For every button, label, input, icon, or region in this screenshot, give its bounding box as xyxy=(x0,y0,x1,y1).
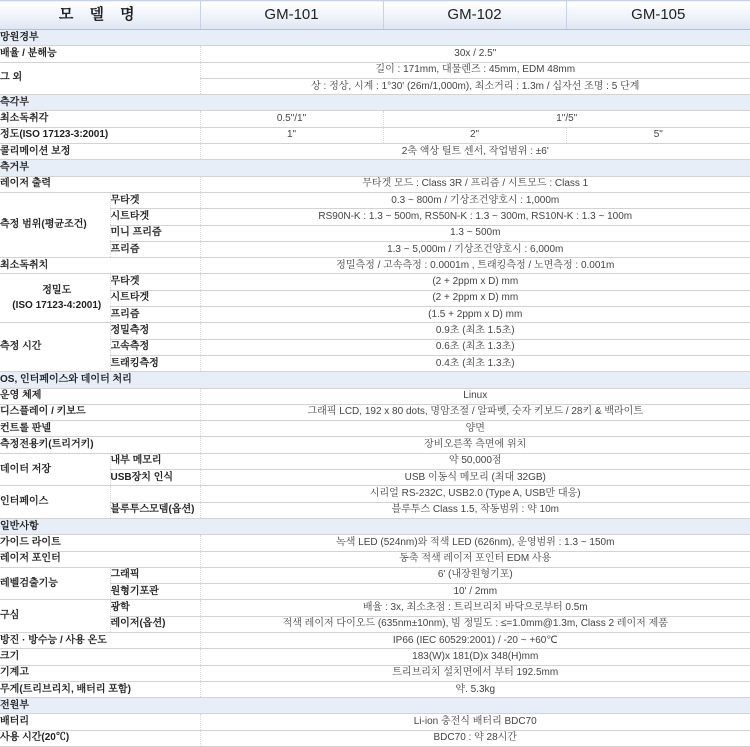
row-value: 장비오른쪽 측면에 위치 xyxy=(200,437,750,453)
row-value: 183(W)x 181(D)x 348(H)mm xyxy=(200,649,750,665)
row-sublabel: 무타겟 xyxy=(110,274,200,290)
precision-label-line1: 정밀도 xyxy=(42,285,72,297)
row-value: 0.4초 (최초 1.3초) xyxy=(200,355,750,371)
model-gm101-header: GM-101 xyxy=(200,1,383,30)
row-sublabel: USB장치 인식 xyxy=(110,470,200,486)
row-label: 콜리메이션 보정 xyxy=(0,144,200,160)
row-label: 최소독취각 xyxy=(0,111,200,127)
row-value: 정밀측정 / 고속측정 : 0.0001m , 트래킹측정 / 노면측정 : 0.001m xyxy=(200,258,750,274)
row-value: Linux xyxy=(200,388,750,404)
model-gm105-header: GM-105 xyxy=(566,1,750,30)
row-sublabel: 블루투스모뎀(옵션) xyxy=(110,502,200,518)
row-label: 측정전용키(트리거키) xyxy=(0,437,200,453)
table-row xyxy=(0,290,750,306)
table-row xyxy=(0,551,750,567)
table-row xyxy=(0,486,750,502)
table-row xyxy=(0,470,750,486)
row-sublabel: 정밀측정 xyxy=(110,323,200,339)
table-row xyxy=(0,632,750,648)
row-label: 컨트롤 판넬 xyxy=(0,421,200,437)
row-label: 크기 xyxy=(0,649,200,665)
table-row xyxy=(0,584,750,600)
row-value: 양면 xyxy=(200,421,750,437)
row-value: 0.9초 (최초 1.5초) xyxy=(200,323,750,339)
row-value: 0.6초 (최초 1.3초) xyxy=(200,339,750,355)
table-row xyxy=(0,437,750,453)
table-row xyxy=(0,144,750,160)
row-value: 배율 : 3x, 최소초점 : 트리브리치 바닥으로부터 0.5m xyxy=(200,600,750,616)
table-row xyxy=(0,714,750,730)
row-label: 가이드 라이트 xyxy=(0,535,200,551)
row-sublabel: 트래킹측정 xyxy=(110,355,200,371)
row-label: 레이저 포인터 xyxy=(0,551,200,567)
row-sublabel: 내부 메모리 xyxy=(110,453,200,469)
table-row xyxy=(0,453,750,469)
section-row xyxy=(0,160,750,176)
row-value: 약 50,000점 xyxy=(200,453,750,469)
row-value: 30x / 2.5" xyxy=(200,46,750,62)
table-row xyxy=(0,616,750,632)
row-sublabel: 원형기포관 xyxy=(110,584,200,600)
row-sublabel: 레이저(옵션) xyxy=(110,616,200,632)
table-row xyxy=(0,192,750,208)
row-value: 0.3 ~ 800m / 기상조건양호시 : 1,000m xyxy=(200,192,750,208)
table-row xyxy=(0,62,750,78)
row-value: 시리얼 RS-232C, USB2.0 (Type A, USB만 대응) xyxy=(200,486,750,502)
row-value-gm101: 0.5"/1" xyxy=(200,111,383,127)
row-value: 길이 : 171mm, 대물렌즈 : 45mm, EDM 48mm xyxy=(200,62,750,78)
section-distance: 측거부 xyxy=(0,160,750,176)
row-label: 배율 / 분해능 xyxy=(0,46,200,62)
section-row xyxy=(0,698,750,714)
section-os: OS, 인터페이스와 데이터 처리 xyxy=(0,372,750,388)
row-value: 상 : 정상, 시계 : 1°30' (26m/1,000m), 최소거리 : 1.3m / 십자선 조명 : 5 단계 xyxy=(200,78,750,94)
row-label: 방진 · 방수능 / 사용 온도 xyxy=(0,632,200,648)
model-gm102-header: GM-102 xyxy=(383,1,566,30)
row-value: 1.3 ~ 500m xyxy=(200,225,750,241)
table-row xyxy=(0,388,750,404)
table-row xyxy=(0,730,750,746)
precision-label-line2: (ISO 17123-4:2001) xyxy=(12,300,102,312)
section-power: 전원부 xyxy=(0,698,750,714)
row-value-gm105: 5" xyxy=(566,127,750,143)
table-row xyxy=(0,421,750,437)
table-row xyxy=(0,681,750,697)
row-value: 트리브리치 설치면에서 부터 192.5mm xyxy=(200,665,750,681)
row-value: 1.3 ~ 5,000m / 기상조건양호시 : 6,000m xyxy=(200,241,750,257)
row-label: 기계고 xyxy=(0,665,200,681)
row-label: 무게(트리브리치, 배터리 포함) xyxy=(0,681,200,697)
row-value: USB 이동식 메모리 (최대 32GB) xyxy=(200,470,750,486)
table-row xyxy=(0,209,750,225)
row-value: 약. 5.3kg xyxy=(200,681,750,697)
section-telescope: 망원경부 xyxy=(0,30,750,46)
table-row xyxy=(0,339,750,355)
section-angle: 측각부 xyxy=(0,95,750,111)
section-general: 일반사항 xyxy=(0,518,750,534)
row-sublabel: 시트타겟 xyxy=(110,209,200,225)
row-label: 데이터 저장 xyxy=(0,453,110,486)
row-label-precision xyxy=(0,274,110,323)
row-label: 배터리 xyxy=(0,714,200,730)
table-row xyxy=(0,649,750,665)
section-row xyxy=(0,372,750,388)
row-sublabel: 시트타겟 xyxy=(110,290,200,306)
row-value: (1.5 + 2ppm x D) mm xyxy=(200,307,750,323)
table-row xyxy=(0,176,750,192)
table-row xyxy=(0,502,750,518)
table-row xyxy=(0,404,750,420)
table-row xyxy=(0,567,750,583)
table-row xyxy=(0,535,750,551)
row-value: 동축 적색 레이저 포인터 EDM 사용 xyxy=(200,551,750,567)
table-row xyxy=(0,127,750,143)
row-value: 무타겟 모드 : Class 3R / 프리즘 / 시트모드 : Class 1 xyxy=(200,176,750,192)
row-value: RS90N-K : 1.3 ~ 500m, RS50N-K : 1.3 ~ 300m, RS10N-K : 1.3 ~ 100m xyxy=(200,209,750,225)
row-value: BDC70 : 약 28시간 xyxy=(200,730,750,746)
row-value: 10' / 2mm xyxy=(200,584,750,600)
table-row xyxy=(0,258,750,274)
row-label: 측정 시간 xyxy=(0,323,110,372)
row-label: 측정 범위(평균조건) xyxy=(0,192,110,257)
row-label: 그 외 xyxy=(0,62,200,95)
row-sublabel xyxy=(110,486,200,502)
row-label: 사용 시간(20℃) xyxy=(0,730,200,746)
row-sublabel: 광학 xyxy=(110,600,200,616)
row-sublabel: 프리즘 xyxy=(110,307,200,323)
row-label: 레이저 출력 xyxy=(0,176,200,192)
row-value-gm102-105: 1"/5" xyxy=(383,111,750,127)
header-row xyxy=(0,1,750,30)
row-label: 디스플레이 / 키보드 xyxy=(0,404,200,420)
row-sublabel: 그래픽 xyxy=(110,567,200,583)
table-row xyxy=(0,665,750,681)
row-value: 그래픽 LCD, 192 x 80 dots, 명암조절 / 알파벳, 숫자 키보드 / 28키 & 백라이트 xyxy=(200,404,750,420)
row-value-gm102: 2" xyxy=(383,127,566,143)
table-row xyxy=(0,241,750,257)
row-label: 레벨검출기능 xyxy=(0,567,110,600)
section-row xyxy=(0,518,750,534)
row-sublabel: 미니 프리즘 xyxy=(110,225,200,241)
table-row xyxy=(0,355,750,371)
row-value: Li-ion 충전식 배터리 BDC70 xyxy=(200,714,750,730)
row-label: 운영 체제 xyxy=(0,388,200,404)
table-row xyxy=(0,225,750,241)
row-sublabel: 고속측정 xyxy=(110,339,200,355)
model-name-header: 모 델 명 xyxy=(0,1,200,30)
row-value: IP66 (IEC 60529:2001) / -20 ~ +60℃ xyxy=(200,632,750,648)
row-value: 블루투스 Class 1.5, 작동범위 : 약 10m xyxy=(200,502,750,518)
row-value: 6' (내장원형기포) xyxy=(200,567,750,583)
row-value: 2축 액상 틸트 센서, 작업범위 : ±6' xyxy=(200,144,750,160)
row-label: 인터페이스 xyxy=(0,486,110,519)
row-value: (2 + 2ppm x D) mm xyxy=(200,290,750,306)
table-row xyxy=(0,323,750,339)
row-value-gm101: 1" xyxy=(200,127,383,143)
section-row xyxy=(0,95,750,111)
table-row xyxy=(0,274,750,290)
row-label: 구심 xyxy=(0,600,110,633)
row-value: 녹색 LED (524nm)와 적색 LED (626nm), 운영범위 : 1.3 ~ 150m xyxy=(200,535,750,551)
row-sublabel: 프리즘 xyxy=(110,241,200,257)
row-value: 적색 레이저 다이오드 (635nm±10nm), 빔 정밀도 : ≤=1.0mm@1.3m, Class 2 레이저 제품 xyxy=(200,616,750,632)
row-sublabel: 무타겟 xyxy=(110,192,200,208)
section-row xyxy=(0,30,750,46)
table-row xyxy=(0,600,750,616)
table-row xyxy=(0,307,750,323)
row-value: (2 + 2ppm x D) mm xyxy=(200,274,750,290)
row-label: 정도(ISO 17123-3:2001) xyxy=(0,127,200,143)
table-row xyxy=(0,111,750,127)
row-label: 최소독취치 xyxy=(0,258,200,274)
table-row xyxy=(0,46,750,62)
